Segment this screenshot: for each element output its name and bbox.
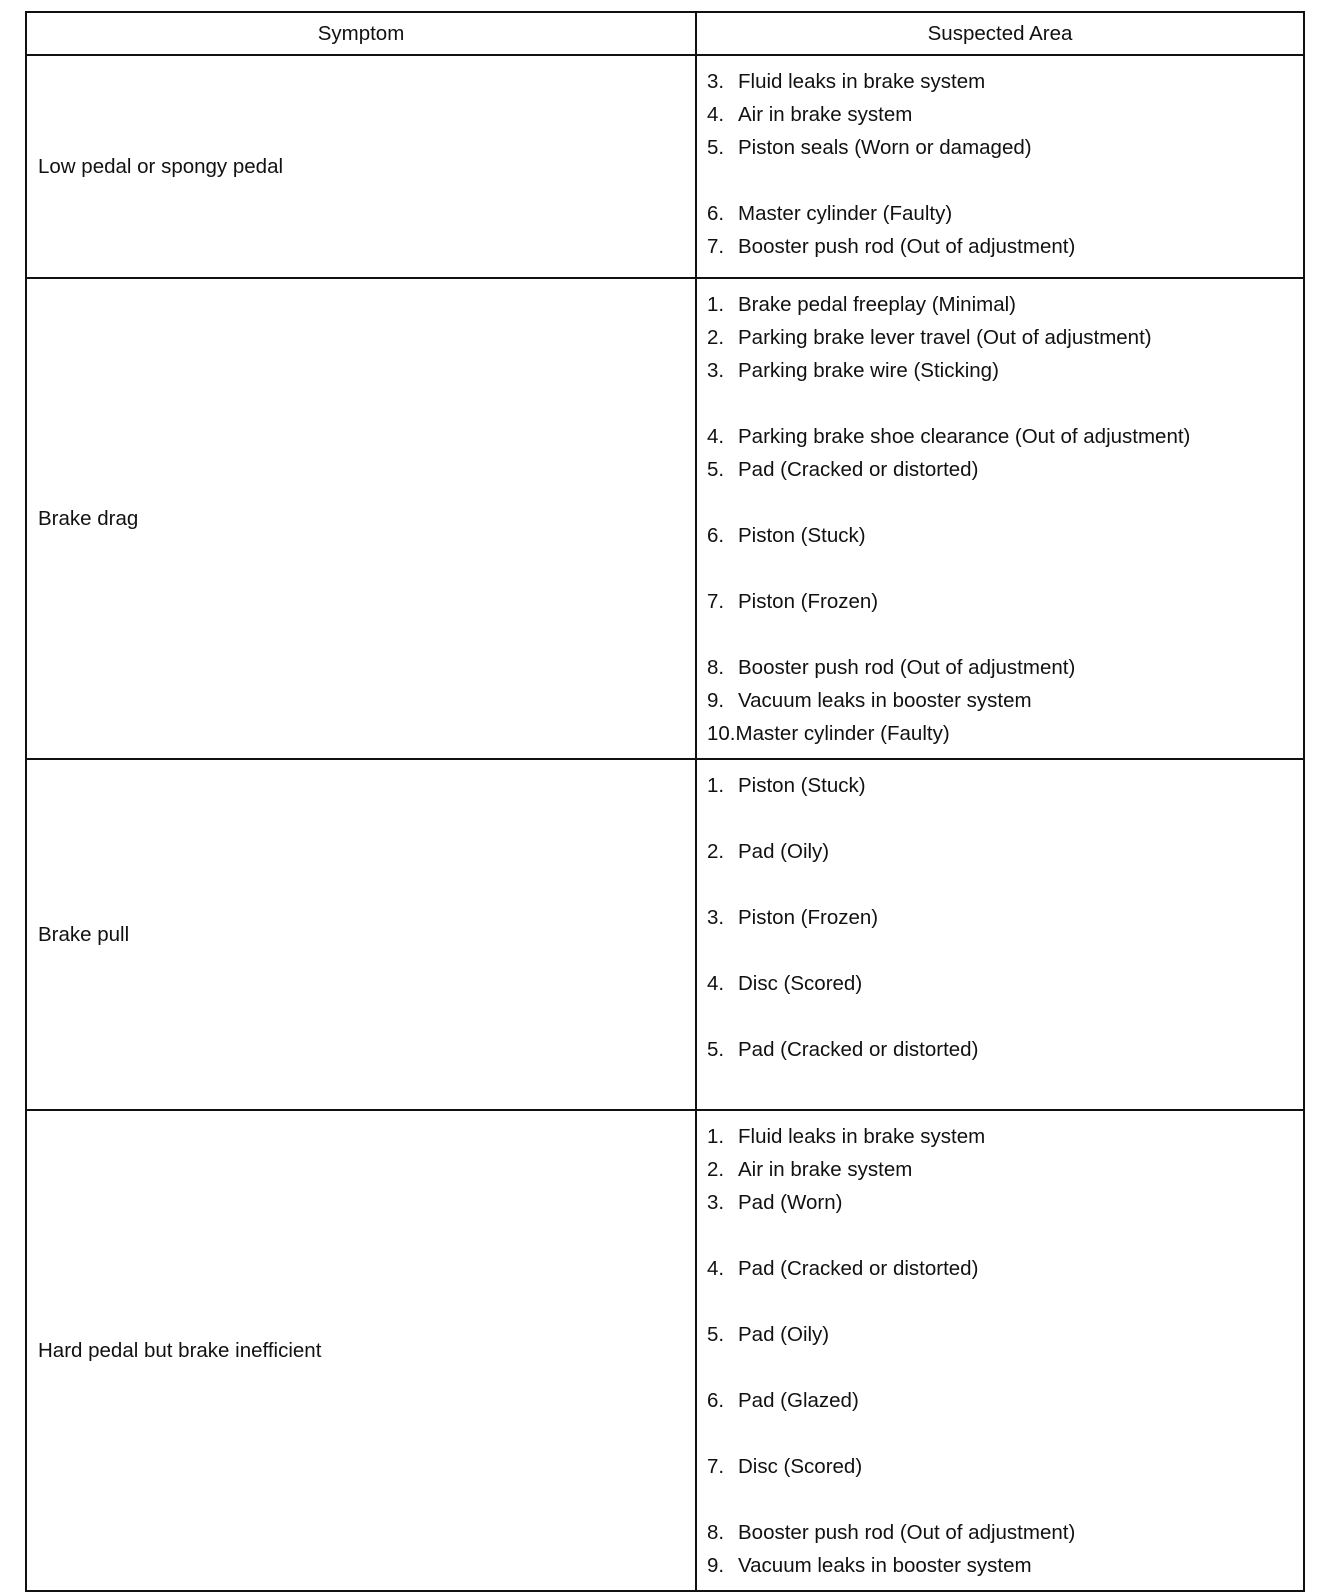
item-text: Pad (Oily) [738, 840, 830, 863]
item-text: Parking brake shoe clearance (Out of adjustment) [738, 425, 1191, 448]
item-text: Piston seals (Worn or damaged) [738, 136, 1032, 159]
item-text: Air in brake system [738, 103, 913, 126]
list-item [707, 1549, 1303, 1582]
header-row [26, 12, 1304, 55]
item-text: Parking brake lever travel (Out of adjustment) [738, 326, 1152, 349]
suspected-area-cell [696, 759, 1304, 1110]
item-text: Pad (Cracked or distorted) [738, 458, 979, 481]
item-text: Parking brake wire (Sticking) [738, 359, 999, 382]
item-number: 3. [707, 906, 725, 929]
list-item [707, 230, 1303, 263]
list-item [707, 1318, 1303, 1351]
list-item [707, 519, 1303, 552]
item-number: 8. [707, 656, 725, 679]
item-text: Pad (Oily) [738, 1323, 830, 1346]
item-number: 4. [707, 103, 725, 126]
item-text: Booster push rod (Out of adjustment) [738, 1521, 1076, 1544]
item-number: 2. [707, 1158, 725, 1181]
item-number: 9. [707, 1554, 725, 1577]
item-text: Piston (Frozen) [738, 590, 879, 613]
list-item [707, 901, 1303, 934]
list-item [707, 1252, 1303, 1285]
list-item [707, 967, 1303, 1000]
item-number: 1. [707, 1125, 725, 1148]
item-text: Disc (Scored) [738, 972, 863, 995]
list-item [707, 98, 1303, 131]
item-number: 5. [707, 458, 725, 481]
item-text: Pad (Glazed) [738, 1389, 859, 1412]
list-item [707, 321, 1303, 354]
item-text: Fluid leaks in brake system [738, 1125, 986, 1148]
suspected-area-cell [696, 55, 1304, 278]
list-item [707, 65, 1303, 98]
item-number: 9. [707, 689, 725, 712]
list-item [707, 1516, 1303, 1549]
item-text: Master cylinder (Faulty) [735, 722, 950, 745]
item-text: Booster push rod (Out of adjustment) [738, 235, 1076, 258]
item-number: 4. [707, 1257, 725, 1280]
item-text: Piston (Stuck) [738, 524, 866, 547]
item-number: 6. [707, 202, 725, 225]
symptom-cell: Low pedal or spongy pedal [26, 55, 696, 278]
item-number: 8. [707, 1521, 725, 1544]
list-item [707, 1450, 1303, 1483]
list-item [707, 1033, 1303, 1066]
suspected-area-cell [696, 1110, 1304, 1591]
item-text: Fluid leaks in brake system [738, 70, 986, 93]
item-text: Pad (Cracked or distorted) [738, 1257, 979, 1280]
item-text: Brake pedal freeplay (Minimal) [738, 293, 1017, 316]
item-number: 7. [707, 1455, 725, 1478]
list-item [707, 585, 1303, 618]
item-text: Vacuum leaks in booster system [738, 689, 1032, 712]
list-item [707, 420, 1303, 453]
list-item [707, 1153, 1303, 1186]
item-number: 2. [707, 840, 725, 863]
item-number: 7. [707, 590, 725, 613]
item-text: Air in brake system [738, 1158, 913, 1181]
item-text: Piston (Stuck) [738, 774, 866, 797]
suspected-area-column-header: Suspected Area [696, 12, 1304, 55]
list-item [707, 717, 1303, 750]
item-number: 2. [707, 326, 725, 349]
item-text: Booster push rod (Out of adjustment) [738, 656, 1076, 679]
suspected-area-cell [696, 278, 1304, 759]
list-item [707, 1186, 1303, 1219]
table-row [26, 55, 1304, 278]
list-item [707, 684, 1303, 717]
list-item [707, 288, 1303, 321]
item-number: 5. [707, 136, 725, 159]
item-text: Pad (Cracked or distorted) [738, 1038, 979, 1061]
item-text: Pad (Worn) [738, 1191, 843, 1214]
item-number: 7. [707, 235, 725, 258]
symptom-cell: Hard pedal but brake inefficient [26, 1110, 696, 1591]
table-row [26, 759, 1304, 1110]
item-number: 10. [707, 722, 736, 745]
table-row [26, 1110, 1304, 1591]
item-number: 6. [707, 1389, 725, 1412]
item-number: 3. [707, 1191, 725, 1214]
item-number: 6. [707, 524, 725, 547]
symptom-column-header: Symptom [26, 12, 696, 55]
list-item [707, 1384, 1303, 1417]
item-number: 3. [707, 70, 725, 93]
list-item [707, 769, 1303, 802]
troubleshooting-table [25, 11, 1305, 1592]
list-item [707, 1120, 1303, 1153]
item-number: 3. [707, 359, 725, 382]
item-number: 4. [707, 972, 725, 995]
item-number: 1. [707, 293, 725, 316]
item-number: 5. [707, 1323, 725, 1346]
symptom-cell: Brake drag [26, 278, 696, 759]
table-row [26, 278, 1304, 759]
item-number: 1. [707, 774, 725, 797]
list-item [707, 453, 1303, 486]
list-item [707, 197, 1303, 230]
item-number: 4. [707, 425, 725, 448]
list-item [707, 354, 1303, 387]
item-text: Piston (Frozen) [738, 906, 879, 929]
list-item [707, 651, 1303, 684]
item-text: Master cylinder (Faulty) [738, 202, 953, 225]
item-text: Vacuum leaks in booster system [738, 1554, 1032, 1577]
symptom-cell: Brake pull [26, 759, 696, 1110]
list-item [707, 835, 1303, 868]
list-item [707, 131, 1303, 164]
item-text: Disc (Scored) [738, 1455, 863, 1478]
item-number: 5. [707, 1038, 725, 1061]
